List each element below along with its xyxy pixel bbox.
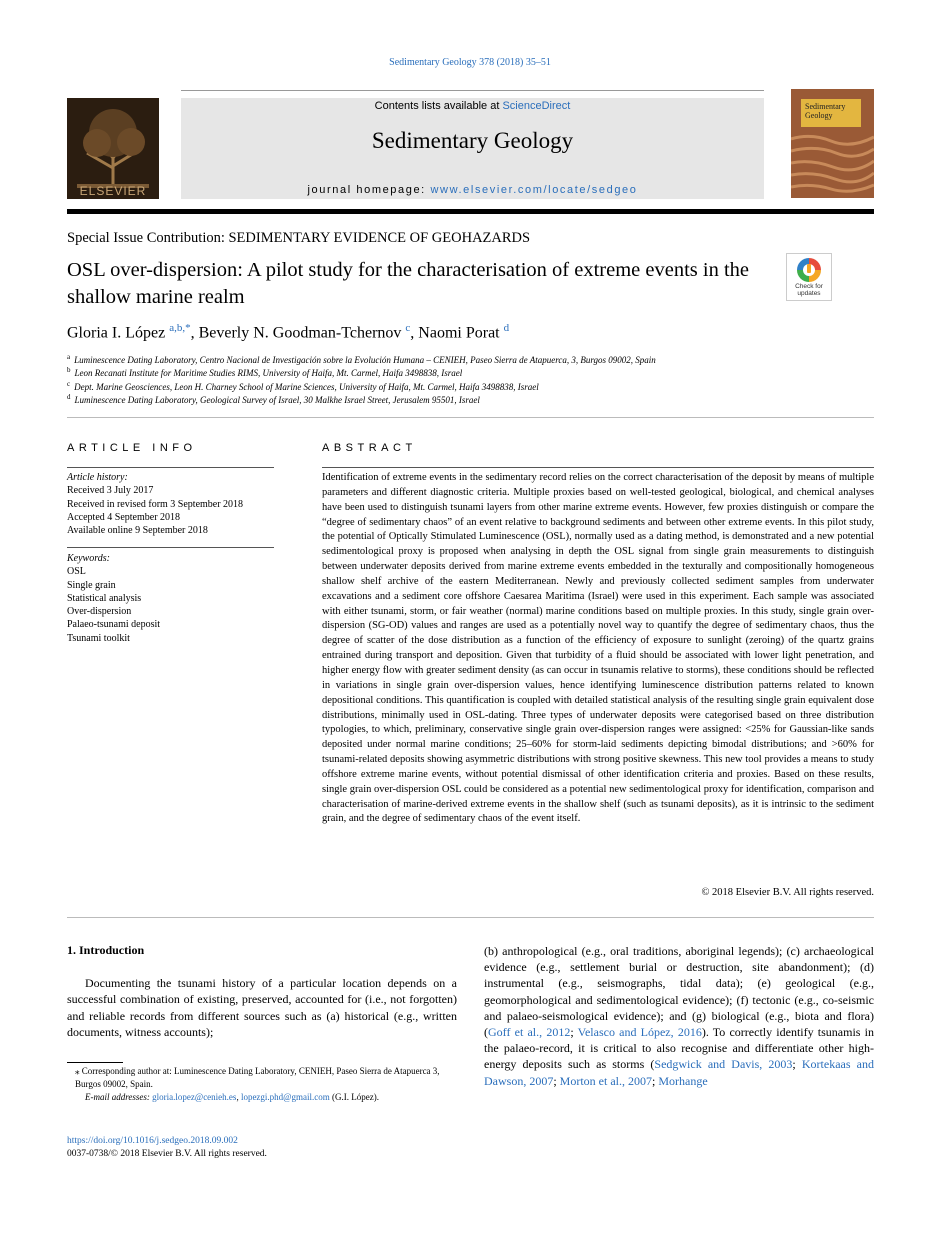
journal-reference[interactable]: Sedimentary Geology 378 (2018) 35–51 xyxy=(389,57,551,68)
affiliation-text: Luminescence Dating Laboratory, Centro Nacional de Investigación sobre la Evolución Humana – CENIEH, Paseo Sierra de Atapuerca, 3, Burgos 09002, Spain xyxy=(74,355,656,365)
affiliation-mark: b xyxy=(67,366,71,374)
article-info-heading: ARTICLE INFO xyxy=(67,442,197,454)
homepage-line xyxy=(181,184,764,196)
cover-title: Sedimentary Geology xyxy=(801,99,861,127)
elsevier-logo xyxy=(67,98,159,199)
email-suffix: (G.I. López). xyxy=(329,1092,379,1102)
keywords-block xyxy=(67,552,274,645)
corresponding-text: ⁎ Corresponding author at: Luminescence Dating Laboratory, CENIEH, Paseo Sierra de Atapuerca 3, Burgos 09002, Spain. xyxy=(75,1066,440,1089)
affiliation-text: Dept. Marine Geosciences, Leon H. Charney School of Marine Sciences, University of Haifa, Mt. Carmel, Haifa 3498838, Israel xyxy=(74,382,539,392)
body-rule xyxy=(67,917,874,918)
keyword-item: Single grain xyxy=(67,579,116,591)
abstract-text: Identification of extreme events in the sedimentary record relies on the correct characterisation of the deposit by means of multiple parameters and different diagnostic criteria. Multiple proxies based on well-tested geological, biological, and chemical analyses have been used to distinguish tsunami layers from other marine extreme events. However, few proxies distinguish or compare the “degree of sedimentary chaos” of an event relative to background sediments and between other extreme events. In this pilot study, the potential of Optically Stimulated Luminescence (OSL), normally used as a dating method, is demonstrated and a new potential sedimentological proxy is proposed when analysing in depth the OSL signal from single grain measurements to distinguish between underwater deposits derived from marine extreme events embedded in the texturally and compositionally homogeneous shallow shelf archive of the eastern Mediterranean. Newly and previously collected sediment samples from underwater excavations and a sediment core offshore Caesarea Maritima (Israel) were used in this experiment. Each sample was associated with either tsunami, storm, or fair weather (normal) marine conditions based on multiple proxies. In this study, single grain over-dispersion (SG-OD) values and ranges are used as a potentially novel way to quantify the degree of sedimentary chaos, thus the degree of scatter of the dose distribution as a function of the efficiency of exposure to sunlight (zeroing) of the quartz grains entrained during transport and deposition. Given that turbidity of a fluid should be associated with lower light penetration, and higher energy flow with greater sediment density (as can occur in tsunamis relative to storms), these conditions should be reflected in variations in single grain over-dispersion values, hence identifying luminescence distribution patterns related to known depositional conditions. This quantification is coupled with detailed statistical analysis of the resulting single grain equivalent dose distributions, minimally used in OSL-dating. Three types of underwater deposits were categorised based on three distribution typologies, to which, preliminary, conservative single grain over-dispersion ranges were assigned: <25% for Gaussian-like sands deposited under normal marine conditions; 25–60% for storm-laid sediments depicting bimodal distributions; and >60% for tsunami-related deposits showing asymmetric distributions with strong positive skewness. This new tool provides a means to study offshore extreme marine events, without potential dismissal of other identification criteria and proxies. Based on these results, single grain over-dispersion OSL could be considered as a potential new sedimentological proxy for identification, comparison and characterisation of marine-derived extreme events in the shallow shelf (such as tsunami deposits), as it is intrinsic to the sediment grain, and the degree of sedimentary chaos of the event itself. xyxy=(322,472,874,825)
citation-link[interactable]: Velasco and López, 2016 xyxy=(577,1025,702,1040)
author-affiliation-mark[interactable]: d xyxy=(503,322,510,334)
history-online: Available online 9 September 2018 xyxy=(67,525,208,537)
citation-separator: ; xyxy=(652,1073,659,1088)
history-label: Article history: xyxy=(67,472,128,483)
footnote-rule xyxy=(67,1062,123,1063)
citation-link[interactable]: Morhange xyxy=(658,1073,708,1088)
intro-text-segment: ). To correctly identify tsunamis in the palaeo-record, it is critical to also recognise and differentiate other high-energy deposits such as storms ( xyxy=(484,1025,874,1072)
email-separator: , xyxy=(236,1092,241,1102)
author-name[interactable]: , Naomi Porat xyxy=(410,324,500,342)
affiliation-mark: a xyxy=(67,353,71,361)
homepage-prefix: journal homepage: xyxy=(307,184,431,196)
banner-top-rule xyxy=(181,90,764,91)
crossmark-icon xyxy=(796,257,822,283)
affiliation-item xyxy=(67,393,480,405)
keyword-item: Tsunami toolkit xyxy=(67,632,130,644)
intro-paragraph-col2 xyxy=(484,943,874,1089)
crossmark-label xyxy=(787,283,831,297)
keywords-label: Keywords: xyxy=(67,553,110,564)
citation-separator: ; xyxy=(792,1057,802,1072)
crossmark-line2: updates xyxy=(797,290,821,297)
citation-link[interactable]: Sedgwick and Davis, 2003 xyxy=(654,1057,793,1072)
affiliation-mark: d xyxy=(67,393,71,401)
citation-link[interactable]: Kortekaas and Dawson, 2007 xyxy=(484,1057,874,1088)
keyword-item: Palaeo-tsunami deposit xyxy=(67,619,161,631)
intro-paragraph-col1: Documenting the tsunami history of a particular location depends on a successful combination of existing, preserved, accounted for (i.e., not forgotten) and reliable records from different sources such as (a) historical (e.g., written documents, witness accounts); xyxy=(67,976,457,1039)
issn-line: 0037-0738/© 2018 Elsevier B.V. All rights reserved. xyxy=(67,1149,267,1159)
history-accepted: Accepted 4 September 2018 xyxy=(67,511,181,523)
abstract-copyright: © 2018 Elsevier B.V. All rights reserved. xyxy=(701,887,874,898)
author-affiliation-mark[interactable]: a,b,* xyxy=(169,322,191,334)
affiliation-mark: c xyxy=(67,380,71,388)
corresponding-author-footnote xyxy=(67,1065,457,1104)
check-for-updates-button[interactable] xyxy=(786,253,832,301)
intro-text-segment: (b) anthropological (e.g., oral traditions, aboriginal legends); (c) archaeological evidence (e.g., settlement burial or destruction, site abandonment); (d) instrumental (e.g., seismographs, tidal data); (e) geological (e.g., geomorphological and sedimentological evidence); (f) tectonic (e.g., co-seismic and palaeo-seismological evidence); and (g) biological (e.g., biota and flora) ( xyxy=(484,944,874,1040)
citation-link[interactable]: Goff et al., 2012 xyxy=(488,1025,571,1040)
affiliation-item xyxy=(67,366,462,378)
introduction-heading: 1. Introduction xyxy=(67,943,145,957)
doi-block xyxy=(67,1135,267,1161)
author-list xyxy=(67,322,509,342)
sciencedirect-link[interactable]: ScienceDirect xyxy=(502,100,571,112)
journal-banner xyxy=(181,98,764,199)
article-title: OSL over-dispersion: A pilot study for the characterisation of extreme events in the shallow marine realm xyxy=(67,259,749,308)
article-history xyxy=(67,471,274,537)
special-issue-label: Special Issue Contribution: SEDIMENTARY EVIDENCE OF GEOHAZARDS xyxy=(67,230,531,246)
keyword-item: Over-dispersion xyxy=(67,606,132,618)
email-line xyxy=(67,1091,457,1104)
contents-line xyxy=(181,100,764,112)
header-rule xyxy=(67,209,874,214)
affiliation-text: Leon Recanati Institute for Maritime Studies RIMS, University of Haifa, Mt. Carmel, Haifa 3498838, Israel xyxy=(74,368,463,378)
citation-link[interactable]: Morton et al., 2007 xyxy=(559,1073,652,1088)
journal-cover-thumbnail[interactable] xyxy=(791,89,874,198)
homepage-link[interactable]: www.elsevier.com/locate/sedgeo xyxy=(430,184,638,196)
keyword-item: Statistical analysis xyxy=(67,592,142,604)
email-link[interactable]: gloria.lopez@cenieh.es xyxy=(152,1092,237,1102)
elsevier-wordmark: ELSEVIER xyxy=(79,184,147,198)
article-info-rule xyxy=(67,467,274,468)
front-matter-rule xyxy=(67,417,874,418)
affiliation-item xyxy=(67,380,539,392)
email-label: E-mail addresses: xyxy=(85,1092,153,1102)
email-link[interactable]: lopezgi.phd@gmail.com xyxy=(240,1092,330,1102)
abstract-rule xyxy=(322,467,874,468)
author-name[interactable]: Gloria I. López xyxy=(67,324,166,342)
doi-link[interactable]: https://doi.org/10.1016/j.sedgeo.2018.09.002 xyxy=(67,1136,238,1146)
keyword-item: OSL xyxy=(67,566,86,578)
citation-separator: ; xyxy=(553,1073,560,1088)
abstract-heading: ABSTRACT xyxy=(322,442,417,454)
affiliation-text: Luminescence Dating Laboratory, Geological Survey of Israel, 30 Malkhe Israel Street, Jerusalem 95501, Israel xyxy=(74,395,480,405)
history-received: Received 3 July 2017 xyxy=(67,485,154,497)
keywords-rule xyxy=(67,547,274,548)
affiliation-item xyxy=(67,353,656,365)
history-revised: Received in revised form 3 September 2018 xyxy=(67,498,244,510)
crossmark-line1: Check for xyxy=(795,283,823,290)
contents-prefix: Contents lists available at xyxy=(374,100,503,112)
banner-journal-title: Sedimentary Geology xyxy=(371,128,574,153)
author-affiliation-mark[interactable]: c xyxy=(405,322,411,334)
citation-separator: ; xyxy=(570,1025,578,1040)
author-name[interactable]: , Beverly N. Goodman-Tchernov xyxy=(190,324,402,342)
